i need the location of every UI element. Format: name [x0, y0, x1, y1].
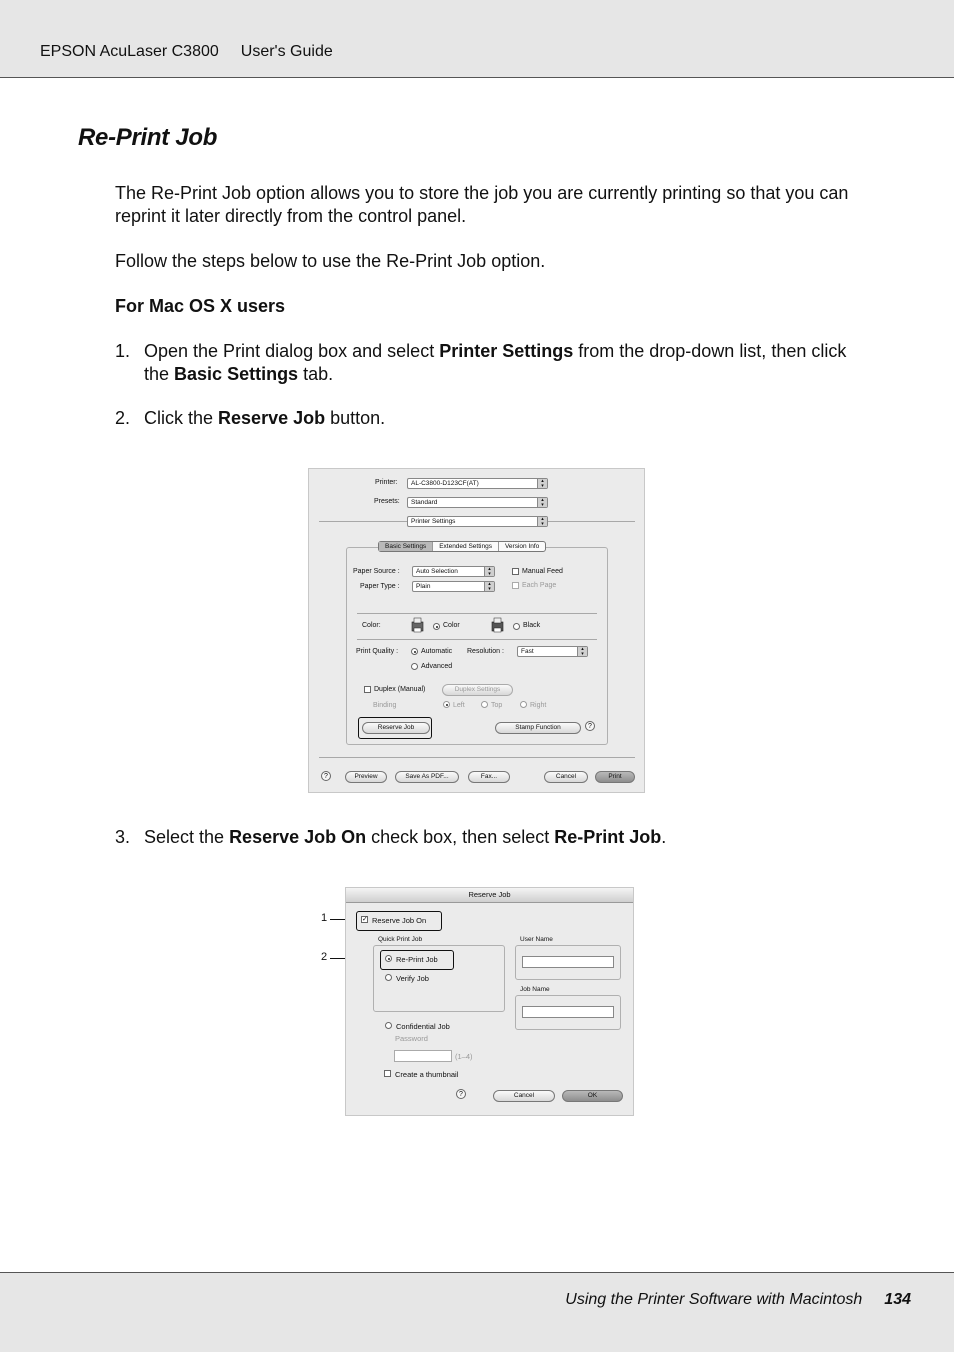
panel-popup[interactable]: Printer Settings ▴ ▾: [407, 516, 548, 527]
user-name-field[interactable]: [522, 956, 614, 968]
callout-2: 2: [321, 951, 328, 963]
reserve-job-button[interactable]: Reserve Job: [362, 722, 430, 734]
ok-button[interactable]: OK: [562, 1090, 623, 1102]
automatic-radio[interactable]: [411, 648, 418, 655]
confidential-job-radio[interactable]: [385, 1022, 392, 1029]
binding-right-radio[interactable]: [520, 701, 527, 708]
print-dialog-screenshot: [308, 468, 645, 793]
printer-popup[interactable]: AL-C3800-D123CF(AT) ▴ ▾: [407, 478, 548, 489]
paper-type-label: Paper Type :: [360, 583, 400, 590]
cancel-button[interactable]: Cancel: [493, 1090, 555, 1102]
each-page-checkbox[interactable]: [512, 582, 519, 589]
settings-tabs: [378, 541, 546, 552]
step-text: Click the Reserve Job button.: [144, 408, 386, 428]
reprint-job-radio[interactable]: [385, 955, 392, 962]
footer-text: [565, 1291, 911, 1309]
color-option-label: Color: [443, 622, 460, 629]
black-printer-icon: [491, 617, 505, 633]
cancel-button[interactable]: Cancel: [544, 771, 588, 783]
save-as-pdf-button[interactable]: Save As PDF...: [395, 771, 459, 783]
paper-source-popup[interactable]: Auto Selection ▴ ▾: [412, 566, 495, 577]
create-thumbnail-checkbox[interactable]: [384, 1070, 391, 1077]
step-number: 2.: [115, 408, 131, 428]
confidential-job-label: Confidential Job: [396, 1022, 450, 1031]
popup-arrows-icon: ▴ ▾: [484, 567, 494, 576]
binding-label: Binding: [373, 702, 397, 709]
popup-arrows-icon: ▴ ▾: [537, 479, 547, 488]
binding-top-radio[interactable]: [481, 701, 488, 708]
color-label: Color:: [362, 622, 381, 629]
step-number: 3.: [115, 827, 131, 847]
password-field[interactable]: [394, 1050, 452, 1062]
step-text: Select the Reserve Job On check box, then select Re-Print Job.: [144, 827, 667, 847]
presets-popup[interactable]: Standard ▴ ▾: [407, 497, 548, 508]
popup-arrows-icon: ▴ ▾: [537, 498, 547, 507]
tab-version-info[interactable]: Version Info: [498, 542, 545, 551]
binding-left-radio[interactable]: [443, 701, 450, 708]
popup-arrows-icon: ▴ ▾: [484, 582, 494, 591]
user-name-label: User Name: [520, 936, 553, 943]
print-button[interactable]: Print: [595, 771, 635, 783]
duplex-checkbox[interactable]: [364, 686, 371, 693]
color-radio[interactable]: [433, 623, 440, 630]
duplex-settings-button[interactable]: Duplex Settings: [442, 684, 513, 696]
password-range: (1–4): [455, 1052, 473, 1061]
quick-print-job-label: Quick Print Job: [378, 936, 423, 943]
job-name-field[interactable]: [522, 1006, 614, 1018]
tab-basic-settings[interactable]: Basic Settings: [379, 542, 432, 551]
verify-job-radio[interactable]: [385, 974, 392, 981]
password-label: Password: [395, 1034, 428, 1043]
intro-paragraph: The Re-Print Job option allows you to store the job you are currently printing so that you can reprint it later directly from the control panel.: [115, 183, 849, 226]
create-thumbnail-label: Create a thumbnail: [395, 1070, 459, 1079]
help-icon[interactable]: ?: [456, 1089, 466, 1099]
print-quality-label: Print Quality :: [356, 648, 399, 655]
page-footer: [0, 1272, 954, 1352]
duplex-label: Duplex (Manual): [374, 686, 426, 693]
tab-extended-settings[interactable]: Extended Settings: [432, 542, 498, 551]
header-text: [40, 43, 333, 61]
binding-right-label: Right: [530, 702, 547, 709]
step-text: Open the Print dialog box and select Printer Settings from the drop-down list, then click the Basic Settings tab.: [144, 341, 847, 384]
separator: [357, 639, 597, 640]
black-radio[interactable]: [513, 623, 520, 630]
section-title: Re-Print Job: [78, 124, 218, 151]
printer-label: Printer:: [375, 479, 398, 486]
callout-1: 1: [321, 912, 328, 924]
reserve-job-on-checkbox[interactable]: ✓: [362, 916, 368, 923]
automatic-label: Automatic: [421, 648, 453, 655]
page-header: [0, 0, 954, 78]
job-name-label: Job Name: [520, 986, 550, 993]
step-2: [115, 407, 875, 430]
resolution-label: Resolution :: [467, 648, 504, 655]
black-option-label: Black: [523, 622, 541, 629]
help-icon[interactable]: ?: [321, 771, 331, 781]
manual-feed-checkbox[interactable]: [512, 568, 519, 575]
reserve-job-dialog-screenshot: [345, 887, 634, 1116]
step-number: 1.: [115, 341, 131, 361]
each-page-label: Each Page: [522, 582, 557, 589]
page-number: 134: [884, 1291, 911, 1308]
follow-paragraph: Follow the steps below to use the Re-Print Job option.: [115, 251, 546, 271]
footer-section: Using the Printer Software with Macintosh: [565, 1291, 863, 1308]
guide-name: User's Guide: [240, 43, 333, 60]
paper-type-popup[interactable]: Plain ▴ ▾: [412, 581, 495, 592]
advanced-radio[interactable]: [411, 663, 418, 670]
separator: [357, 613, 597, 614]
binding-top-label: Top: [491, 702, 503, 709]
stamp-function-button[interactable]: Stamp Function: [495, 722, 581, 734]
separator: [319, 757, 635, 758]
reserve-job-on-label: Reserve Job On: [372, 916, 427, 925]
fax-button[interactable]: Fax...: [468, 771, 510, 783]
subheading: For Mac OS X users: [115, 296, 286, 316]
binding-left-label: Left: [453, 702, 465, 709]
help-icon[interactable]: ?: [585, 721, 595, 731]
resolution-popup[interactable]: Fast ▴ ▾: [517, 646, 588, 657]
verify-job-label: Verify Job: [396, 974, 429, 983]
dialog-titlebar: [346, 888, 633, 903]
product-name: EPSON AcuLaser C3800: [40, 43, 219, 60]
paper-source-label: Paper Source :: [353, 568, 400, 575]
reprint-job-label: Re-Print Job: [396, 955, 438, 964]
step-1: [115, 340, 875, 386]
popup-arrows-icon: ▴ ▾: [577, 647, 587, 656]
popup-arrows-icon: ▴ ▾: [537, 517, 547, 526]
manual-feed-label: Manual Feed: [522, 568, 563, 575]
step-3: [115, 826, 875, 849]
presets-label: Presets:: [374, 498, 400, 505]
dialog-title: Reserve Job: [468, 890, 511, 899]
color-printer-icon: [411, 617, 425, 633]
advanced-label: Advanced: [421, 663, 453, 670]
preview-button[interactable]: Preview: [345, 771, 387, 783]
